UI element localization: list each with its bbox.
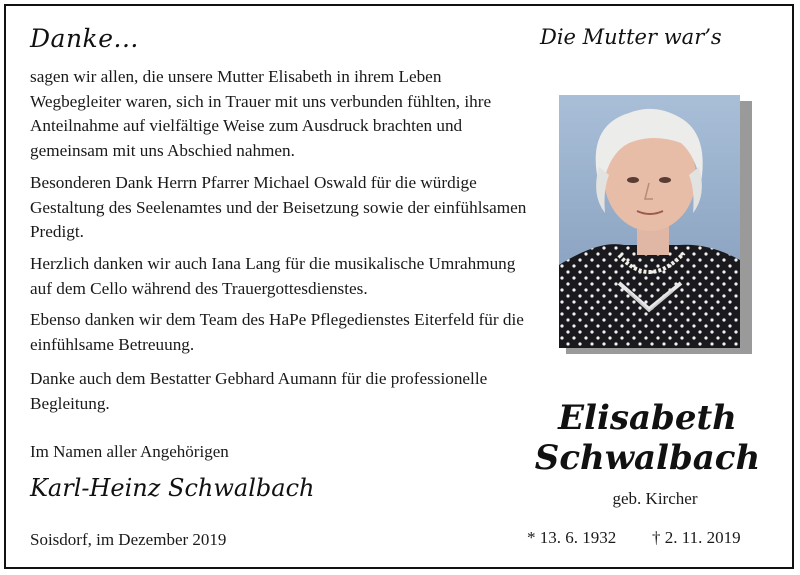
portrait-illustration: [559, 95, 740, 348]
death-date: † 2. 11. 2019: [652, 528, 741, 547]
thanks-paragraph-5: Danke auch dem Bestatter Gebhard Aumann für die professionelle Begleitung.: [30, 369, 488, 413]
behalf-line: Im Namen aller Angehörigen: [30, 442, 229, 461]
portrait-photo: [559, 95, 740, 348]
thanks-paragraph-2: Besonderen Dank Herrn Pfarrer Michael Oswald für die würdige Gestaltung des Seelenamtes und der Beisetzung sowie der einfühlsamen Predigt.: [30, 173, 527, 241]
heading: Danke...: [30, 24, 139, 53]
thanks-paragraph-4: Ebenso danken wir dem Team des HaPe Pflegedienstes Eiterfeld für die einfühlsame Betreuung.: [30, 310, 524, 354]
thanks-paragraph-1: sagen wir allen, die unsere Mutter Elisabeth in ihrem Leben Wegbegleiter waren, sich in Trauer mit uns verbunden fühlten, ihre Anteilnahme auf vielfältige Weise zum Ausdruck brachten und gemeinsam mit uns Abschied nahmen.: [30, 67, 492, 160]
thanks-paragraph-3: Herzlich danken wir auch Iana Lang für die musikalische Umrahmung auf dem Cello während des Trauergottesdienstes.: [30, 254, 516, 298]
deceased-last-name: Schwalbach: [534, 438, 761, 478]
maiden-name: geb. Kircher: [612, 489, 698, 508]
place-date: Soisdorf, im Dezember 2019: [30, 530, 227, 549]
signer-name: Karl-Heinz Schwalbach: [30, 474, 315, 502]
motto: Die Mutter war’s: [540, 25, 722, 49]
deceased-first-name: Elisabeth: [558, 398, 737, 438]
birth-date: * 13. 6. 1932: [527, 528, 617, 547]
